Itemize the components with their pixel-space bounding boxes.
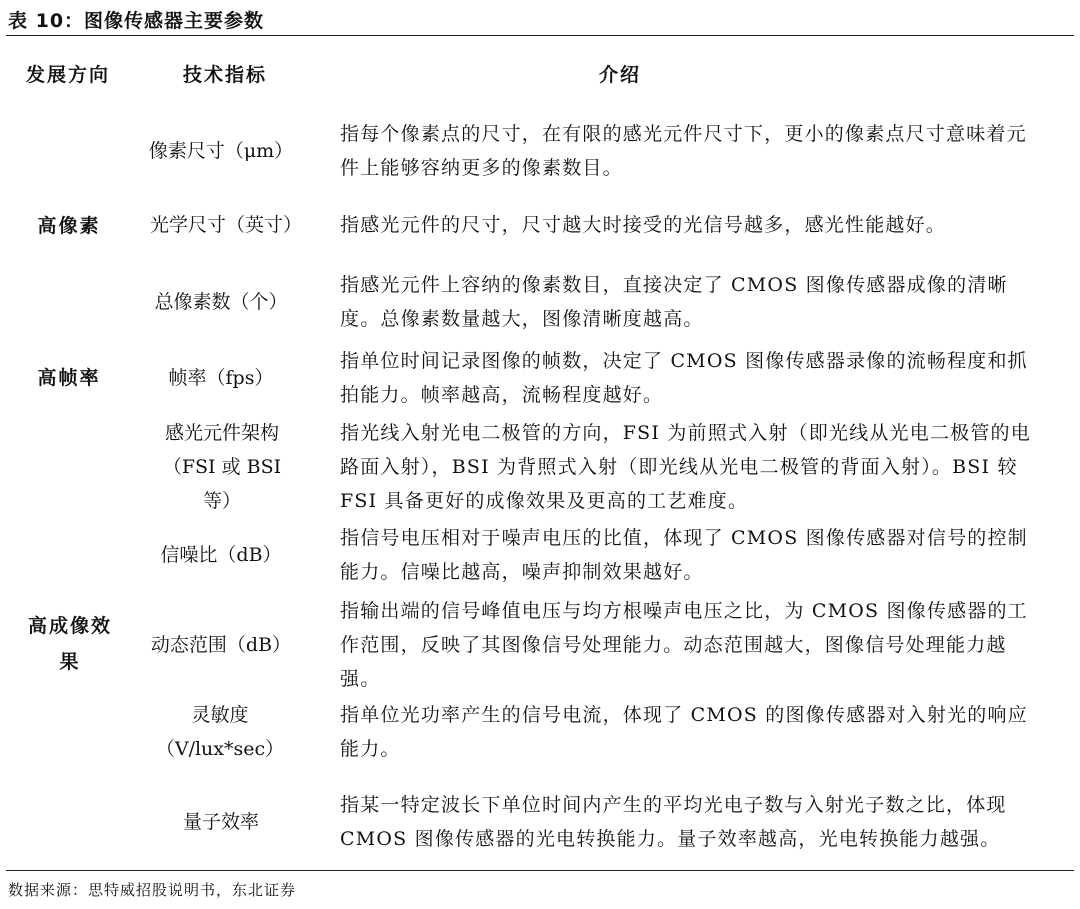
intro-dynamic-range: 指输出端的信号峰值电压与均方根噪声电压之比，为 CMOS 图像传感器的工作范围，反映了其图像信号处理能力。动态范围越大，图像信号处理能力越强。 [340,600,1028,690]
intro-optical-size: 指感光元件的尺寸，尺寸越大时接受的光信号越多，感光性能越好。 [340,214,947,236]
indicator-sensitivity: 灵敏度（V/lux*sec） [155,704,285,760]
intro-sensitivity: 指单位光功率产生的信号电流，体现了 CMOS 的图像传感器对入射光的响应能力。 [340,704,1028,760]
indicator-optical-size: 光学尺寸（英寸） [150,214,303,236]
indicator-quantum-efficiency: 量子效率 [182,811,259,833]
intro-snr: 指信号电压相对于噪声电压的比值，体现了 CMOS 图像传感器对信号的控制能力。信噪比越高，噪声抑制效果越好。 [340,527,1028,583]
indicator-frame-rate: 帧率（fps） [168,367,274,389]
indicator-pixel-size: 像素尺寸（μm） [148,140,294,162]
indicator-snr: 信噪比（dB） [160,544,282,566]
intro-sensor-architecture: 指光线入射光电二极管的方向，FSI 为前照式入射（即光线从光电二极管的电路面入射），BSI 为背照式入射（即光线从光电二极管的背面入射）。BSI 较 FSI 具备更好的成像效果及更高的工艺难度。 [340,422,1031,512]
intro-pixel-size: 指每个像素点的尺寸，在有限的感光元件尺寸下，更小的像素点尺寸意味着元件上能够容纳更多的像素数目。 [340,123,1027,179]
source-note: 数据来源：思特威招股说明书，东北证券 [8,881,297,899]
indicator-sensor-architecture: 感光元件架构（FSI 或 BSI 等） [162,422,282,512]
header-indicator: 技术指标 [182,64,267,86]
intro-total-pixels: 指感光元件上容纳的像素数目，直接决定了 CMOS 图像传感器成像的清晰度。总像素数量越大，图像清晰度越高。 [340,274,1008,330]
indicator-dynamic-range: 动态范围（dB） [150,634,292,656]
direction-high-pixel: 高像素 [37,215,101,237]
intro-frame-rate: 指单位时间记录图像的帧数，决定了 CMOS 图像传感器录像的流畅程度和抓拍能力。帧率越高，流畅程度越好。 [340,350,1028,406]
bottom-rule [6,870,1074,871]
table-title: 表 10：图像传感器主要参数 [8,10,265,32]
indicator-total-pixels: 总像素数（个） [154,291,288,313]
header-direction: 发展方向 [25,64,110,86]
top-rule [6,35,1074,36]
direction-high-framerate: 高帧率 [37,367,101,389]
intro-quantum-efficiency: 指某一特定波长下单位时间内产生的平均光电子数与入射光子数之比，体现 CMOS 图像传感器的光电转换能力。量子效率越高，光电转换能力越强。 [340,794,1007,850]
header-intro: 介绍 [598,64,641,86]
direction-high-imaging: 高成像效果 [27,615,112,673]
